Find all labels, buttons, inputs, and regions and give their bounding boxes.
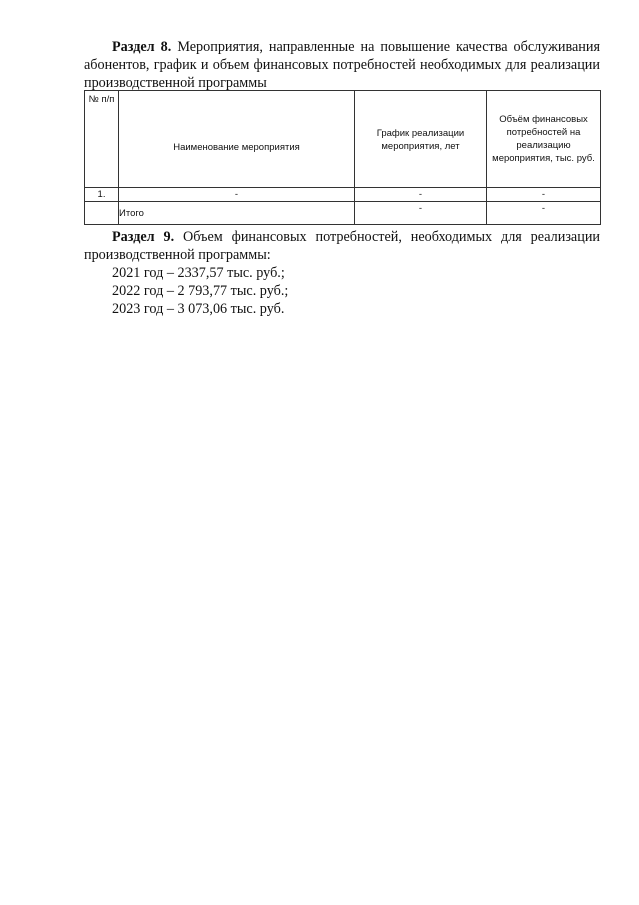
cell-total-num bbox=[85, 202, 119, 225]
header-name: Наименование мероприятия bbox=[119, 91, 355, 188]
table-row bbox=[85, 188, 601, 202]
section-8-paragraph bbox=[84, 38, 600, 92]
cell-finance: - bbox=[487, 188, 601, 202]
cell-name: - bbox=[119, 188, 355, 202]
section-9-paragraph bbox=[84, 228, 600, 264]
finance-year-item: 2021 год – 2337,57 тыс. руб.; bbox=[112, 265, 285, 281]
section-8-text: Мероприятия, направленные на повышение качества обслуживания абонентов, график и объем финансовых потребностей необходимых для реализации производственной программы bbox=[84, 39, 601, 91]
header-finance: Объём финансовых потребностей на реализацию мероприятия, тыс. руб. bbox=[487, 91, 601, 188]
cell-total-finance: - bbox=[487, 202, 601, 225]
cell-total-label: Итого bbox=[119, 202, 355, 225]
header-schedule: График реализации мероприятия, лет bbox=[355, 91, 487, 188]
table-header-row bbox=[85, 91, 601, 188]
section-9-text: Объем финансовых потребностей, необходимых для реализации производственной программы: bbox=[84, 229, 601, 263]
measures-table bbox=[84, 90, 601, 225]
cell-num: 1. bbox=[85, 188, 119, 202]
cell-total-schedule: - bbox=[355, 202, 487, 225]
table-total-row bbox=[85, 202, 601, 225]
finance-years-list bbox=[112, 264, 288, 318]
cell-schedule: - bbox=[355, 188, 487, 202]
finance-year-item: 2022 год – 2 793,77 тыс. руб.; bbox=[112, 283, 289, 299]
finance-year-item: 2023 год – 3 073,06 тыс. руб. bbox=[112, 301, 285, 317]
header-num: № п/п bbox=[85, 91, 119, 188]
section-9-title: Раздел 9. bbox=[112, 229, 175, 245]
section-8-title: Раздел 8. bbox=[112, 39, 172, 55]
